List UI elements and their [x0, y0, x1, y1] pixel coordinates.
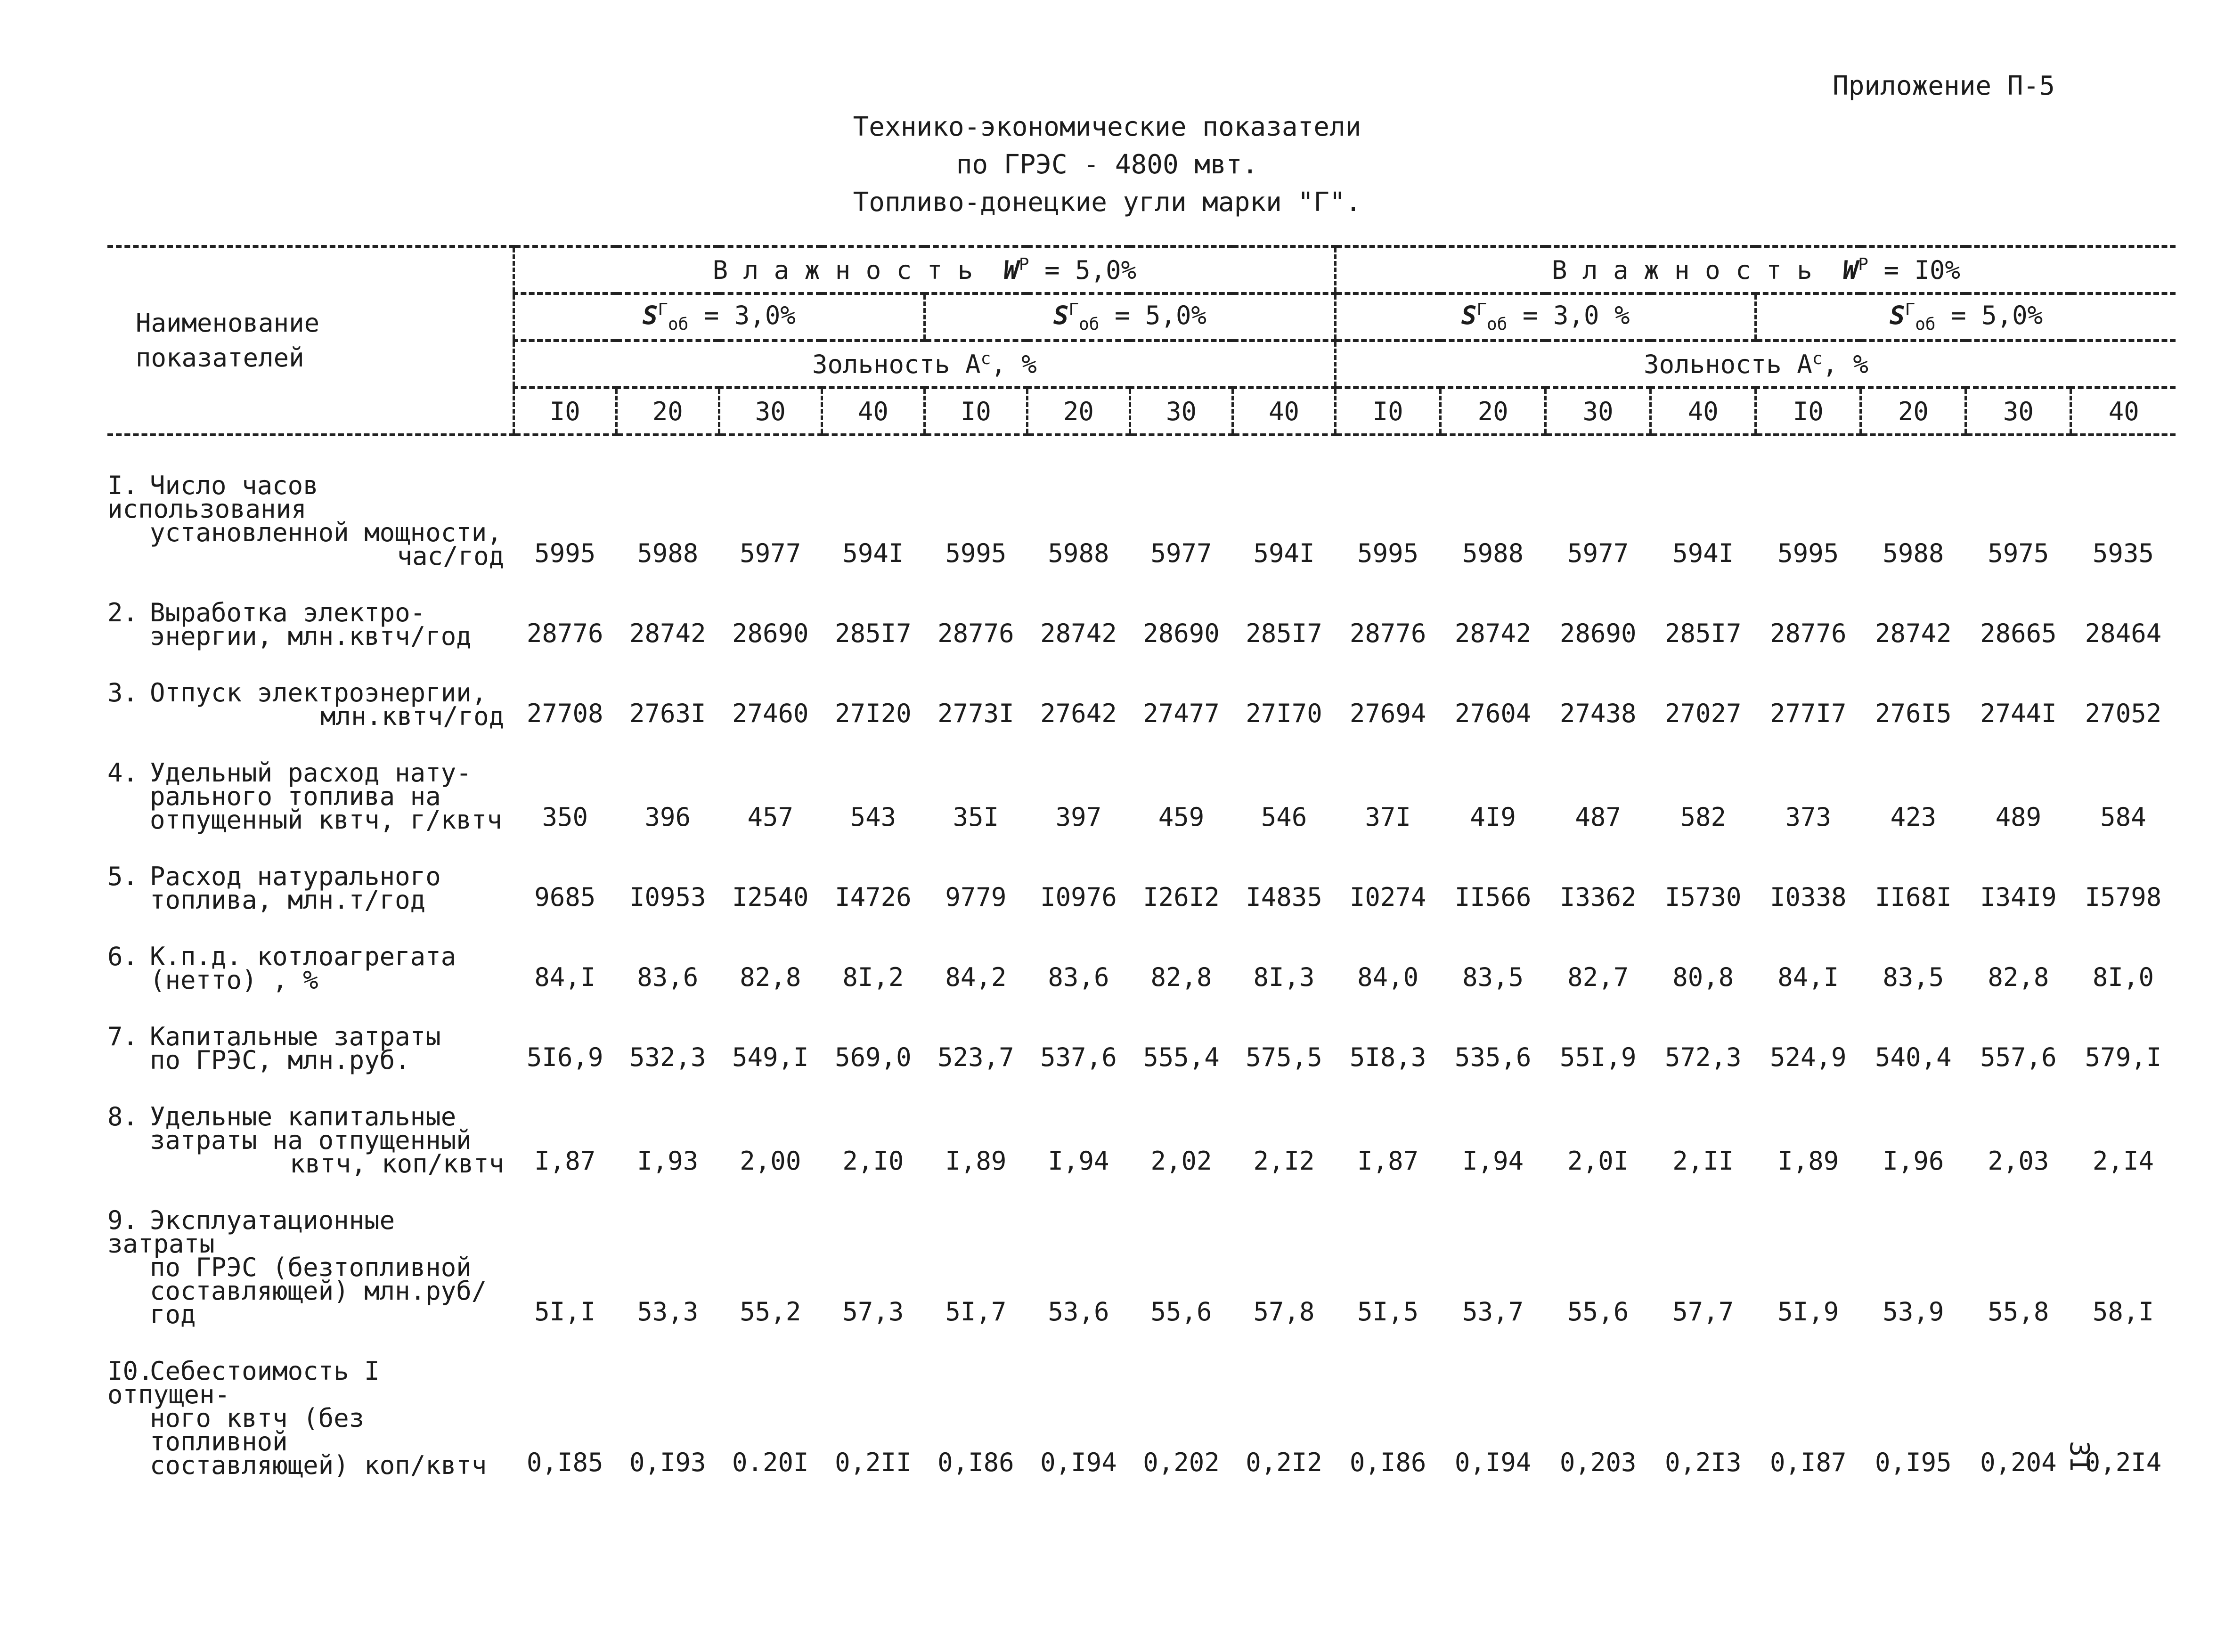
- value-cell: 0,204: [1980, 1448, 2057, 1477]
- value-cell: 535,6: [1454, 1042, 1532, 1072]
- value-cell: 27708: [526, 699, 603, 728]
- moisture-sup: P: [1858, 255, 1868, 274]
- value-cell: 53,9: [1883, 1297, 1944, 1326]
- value-cell: 0,203: [1559, 1448, 1637, 1477]
- ash-value-header: I0: [513, 388, 616, 435]
- value-cell: I,94: [1462, 1146, 1524, 1176]
- value-cell: 37I: [1365, 802, 1411, 832]
- indicator-name-line: ного квтч (без топливной: [150, 1403, 365, 1457]
- value-cell: 555,4: [1143, 1042, 1220, 1072]
- value-cell: 28665: [1980, 618, 2057, 648]
- value-cell: 350: [542, 802, 588, 832]
- value-cell: 5I,7: [945, 1297, 1007, 1326]
- sulfur-symbol: S: [642, 301, 658, 331]
- value-cell: 55,6: [1567, 1297, 1629, 1326]
- indicators-table: [107, 245, 2176, 1480]
- value-cell: 546: [1261, 802, 1307, 832]
- table-row: [107, 1326, 2176, 1477]
- indicator-number: 6.: [107, 942, 139, 971]
- moisture-label: В л а ж н о с т ь: [1552, 255, 1812, 285]
- value-cell: 549,I: [732, 1042, 809, 1072]
- indicator-name-text: Эксплуатационные затраты: [107, 1205, 395, 1259]
- value-cell: 572,3: [1664, 1042, 1742, 1072]
- ash-value-header: 20: [616, 388, 719, 435]
- value-cell: 5I6,9: [526, 1042, 603, 1072]
- indicator-name-text: Капитальные затраты: [150, 1022, 441, 1051]
- value-cell: 0,I86: [1349, 1448, 1426, 1477]
- sulfur-sup: Г: [658, 300, 668, 320]
- indicator-number: 8.: [107, 1102, 139, 1131]
- value-cell: 5977: [1150, 538, 1212, 568]
- value-cell: 5977: [740, 538, 801, 568]
- value-cell: 0,202: [1143, 1448, 1220, 1477]
- value-cell: 2773I: [937, 699, 1014, 728]
- sulfur-sup: Г: [1476, 300, 1487, 320]
- indicator-unit-line: по ГРЭС, млн.руб.: [150, 1045, 410, 1075]
- value-cell: 594I: [842, 538, 904, 568]
- value-cell: 396: [644, 802, 691, 832]
- value-cell: 0,I85: [526, 1448, 603, 1477]
- value-cell: 543: [850, 802, 897, 832]
- value-cell: 9685: [534, 882, 596, 912]
- table-row: [107, 912, 2176, 992]
- value-cell: I,89: [1777, 1146, 1839, 1176]
- ash-value-header: 30: [1966, 388, 2071, 435]
- value-cell: 84,0: [1357, 962, 1419, 992]
- value-cell: 83,5: [1883, 962, 1944, 992]
- moisture-value: = I0%: [1883, 255, 1961, 285]
- value-cell: 0,2I3: [1664, 1448, 1742, 1477]
- value-cell: 594I: [1672, 538, 1734, 568]
- sulfur-sup: Г: [1068, 300, 1079, 320]
- value-cell: 28742: [629, 618, 706, 648]
- indicator-name: [107, 568, 513, 651]
- value-cell: 5I,I: [534, 1297, 596, 1326]
- value-cell: 27694: [1349, 699, 1426, 728]
- value-cell: I,89: [945, 1146, 1007, 1176]
- value-cell: II68I: [1875, 882, 1952, 912]
- value-cell: 28776: [1770, 618, 1847, 648]
- indicator-number: 2.: [107, 598, 139, 627]
- value-cell: 8I,3: [1253, 962, 1315, 992]
- value-cell: 28690: [1143, 618, 1220, 648]
- table-body: [107, 435, 2176, 1480]
- value-cell: 28742: [1040, 618, 1117, 648]
- moisture-sup: P: [1019, 255, 1029, 274]
- sulfur-symbol: S: [1053, 301, 1069, 331]
- value-cell: I0274: [1349, 882, 1426, 912]
- value-cell: I26I2: [1143, 882, 1220, 912]
- moisture-symbol: W: [1842, 255, 1858, 285]
- value-cell: I,93: [637, 1146, 699, 1176]
- value-cell: 0,I94: [1040, 1448, 1117, 1477]
- value-cell: 27642: [1040, 699, 1117, 728]
- value-cell: I0953: [629, 882, 706, 912]
- value-cell: 57,3: [842, 1297, 904, 1326]
- value-cell: 575,5: [1246, 1042, 1322, 1072]
- name-column-header: [107, 246, 513, 435]
- indicator-name: [107, 1326, 513, 1480]
- value-cell: 557,6: [1980, 1042, 2057, 1072]
- value-cell: 28690: [732, 618, 809, 648]
- value-cell: I,96: [1883, 1146, 1944, 1176]
- value-cell: 2,I0: [842, 1146, 904, 1176]
- value-cell: 524,9: [1770, 1042, 1847, 1072]
- ash-value-header: 20: [1441, 388, 1546, 435]
- indicator-unit-line: отпущенный квтч, г/квтч: [150, 805, 502, 835]
- indicator-name: [107, 1176, 513, 1329]
- sulfur-value: = 5,0%: [1114, 301, 1207, 331]
- indicator-number: 4.: [107, 758, 139, 788]
- ash-value-header: 30: [1130, 388, 1232, 435]
- title-line-3: Топливо-донецкие угли марки "Г".: [853, 187, 1361, 218]
- ash-unit: , %: [991, 350, 1037, 379]
- value-cell: 27027: [1664, 699, 1742, 728]
- value-cell: 28464: [2085, 618, 2162, 648]
- indicator-name: [107, 648, 513, 731]
- value-cell: 57,7: [1672, 1297, 1734, 1326]
- value-cell: 489: [1995, 802, 2042, 832]
- value-cell: 584: [2100, 802, 2146, 832]
- moisture-header-1: [513, 246, 1335, 293]
- indicator-name-text: Удельный расход нату-: [150, 758, 472, 788]
- ash-value-header: 20: [1861, 388, 1966, 435]
- value-cell: 285I7: [835, 618, 912, 648]
- value-cell: 27477: [1143, 699, 1220, 728]
- value-cell: 55,6: [1150, 1297, 1212, 1326]
- value-cell: 277I7: [1770, 699, 1847, 728]
- value-cell: 5I,9: [1777, 1297, 1839, 1326]
- value-cell: 5975: [1988, 538, 2049, 568]
- value-cell: 2,00: [740, 1146, 801, 1176]
- value-cell: 82,7: [1567, 962, 1629, 992]
- ash-label: Зольность А: [1644, 350, 1812, 379]
- ash-value-header: I0: [924, 388, 1027, 435]
- value-cell: 0,2II: [835, 1448, 912, 1477]
- table-row: [107, 728, 2176, 832]
- ash-sup: с: [1812, 349, 1823, 368]
- sulfur-value: = 5,0%: [1951, 301, 2043, 331]
- table-row: [107, 1072, 2176, 1176]
- sulfur-sub: об: [1915, 314, 1936, 334]
- value-cell: 53,7: [1462, 1297, 1524, 1326]
- sulfur-header-1: [513, 293, 924, 341]
- indicator-name-text: Удельные капитальные: [150, 1102, 456, 1131]
- value-cell: 423: [1890, 802, 1937, 832]
- ash-sup: с: [980, 349, 991, 368]
- value-cell: 0,2I2: [1246, 1448, 1322, 1477]
- indicator-name-line: рального топлива на: [150, 781, 441, 811]
- value-cell: I2540: [732, 882, 809, 912]
- value-cell: 83,6: [1048, 962, 1109, 992]
- value-cell: 457: [747, 802, 794, 832]
- ash-value-header: 30: [719, 388, 822, 435]
- value-cell: 83,5: [1462, 962, 1524, 992]
- value-cell: I,94: [1048, 1146, 1109, 1176]
- ash-value-header: 40: [1233, 388, 1336, 435]
- indicator-name: [107, 435, 513, 571]
- value-cell: 579,I: [2085, 1042, 2162, 1072]
- value-cell: 28776: [1349, 618, 1426, 648]
- value-cell: 83,6: [637, 962, 699, 992]
- value-cell: 2,I4: [2092, 1146, 2154, 1176]
- value-cell: 594I: [1253, 538, 1315, 568]
- ash-value-header: I0: [1336, 388, 1441, 435]
- value-cell: 4I9: [1470, 802, 1516, 832]
- indicator-number: 9.: [107, 1205, 139, 1235]
- appendix-label: Приложение П-5: [1833, 71, 2055, 101]
- indicator-name-line: установленной мощности,: [150, 518, 502, 547]
- value-cell: 0,I94: [1454, 1448, 1532, 1477]
- ash-value-header: 40: [1651, 388, 1756, 435]
- value-cell: 2,I2: [1253, 1146, 1315, 1176]
- value-cell: 5988: [637, 538, 699, 568]
- indicator-unit-line: (нетто) , %: [150, 965, 318, 995]
- indicator-unit-line: топлива, млн.т/год: [150, 885, 426, 915]
- document-title: [471, 108, 1743, 221]
- table-row: [107, 435, 2176, 568]
- value-cell: 397: [1055, 802, 1102, 832]
- table-row: [107, 648, 2176, 728]
- value-cell: 80,8: [1672, 962, 1734, 992]
- value-cell: 28742: [1875, 618, 1952, 648]
- value-cell: 276I5: [1875, 699, 1952, 728]
- value-cell: 82,8: [1150, 962, 1212, 992]
- value-cell: 569,0: [835, 1042, 912, 1072]
- value-cell: 0,I95: [1875, 1448, 1952, 1477]
- indicator-name: [107, 832, 513, 915]
- title-line-1: Технико-экономические показатели: [853, 112, 1361, 142]
- value-cell: 0,I87: [1770, 1448, 1847, 1477]
- name-header-line-2: показателей: [136, 343, 304, 373]
- indicator-number: 7.: [107, 1022, 139, 1051]
- value-cell: 5977: [1567, 538, 1629, 568]
- moisture-symbol: W: [1003, 255, 1019, 285]
- indicator-number: 5.: [107, 862, 139, 891]
- value-cell: 5935: [2092, 538, 2154, 568]
- sulfur-header-4: [1756, 293, 2176, 341]
- ash-header-2: [1336, 341, 2176, 388]
- value-cell: 27I70: [1246, 699, 1322, 728]
- indicator-unit-line: составляющей) коп/квтч: [150, 1450, 487, 1480]
- value-cell: 2,0I: [1567, 1146, 1629, 1176]
- value-cell: 540,4: [1875, 1042, 1952, 1072]
- sulfur-sub: об: [1487, 314, 1508, 334]
- indicator-name-text: Себестоимость I отпущен-: [107, 1356, 380, 1409]
- ash-value-header: 40: [2071, 388, 2176, 435]
- value-cell: 5I,5: [1357, 1297, 1419, 1326]
- value-cell: 0,2I4: [2085, 1448, 2162, 1477]
- indicator-name: [107, 992, 513, 1075]
- value-cell: 2,II: [1672, 1146, 1734, 1176]
- name-header-line-1: Наименование: [136, 308, 320, 338]
- value-cell: 2,02: [1150, 1146, 1212, 1176]
- value-cell: 537,6: [1040, 1042, 1117, 1072]
- indicator-unit-line: энергии, млн.квтч/год: [150, 621, 472, 651]
- indicator-name: [107, 1072, 513, 1179]
- ash-value-header: I0: [1756, 388, 1861, 435]
- sulfur-sub: об: [668, 314, 689, 334]
- value-cell: 373: [1785, 802, 1832, 832]
- value-cell: 9779: [945, 882, 1007, 912]
- value-cell: I,87: [1357, 1146, 1419, 1176]
- value-cell: 523,7: [937, 1042, 1014, 1072]
- value-cell: 55,8: [1988, 1297, 2049, 1326]
- indicator-name: [107, 912, 513, 995]
- value-cell: I5798: [2085, 882, 2162, 912]
- value-cell: 5988: [1883, 538, 1944, 568]
- indicator-name-line: [107, 471, 513, 524]
- value-cell: 0,I86: [937, 1448, 1014, 1477]
- value-cell: 53,6: [1048, 1297, 1109, 1326]
- value-cell: 28742: [1454, 618, 1532, 648]
- value-cell: 5I8,3: [1349, 1042, 1426, 1072]
- value-cell: 5988: [1048, 538, 1109, 568]
- sulfur-sup: Г: [1905, 300, 1915, 320]
- indicator-name-line: по ГРЭС (безтопливной: [150, 1253, 472, 1282]
- ash-header-1: [513, 341, 1335, 388]
- indicator-name-text: Расход натурального: [150, 862, 441, 891]
- table-row: [107, 1176, 2176, 1326]
- value-cell: 84,I: [1777, 962, 1839, 992]
- indicator-name-line: затраты на отпущенный: [150, 1125, 472, 1155]
- indicator-unit-line: квтч, коп/квтч: [290, 1149, 505, 1179]
- indicator-number: I.: [107, 471, 139, 500]
- value-cell: 27460: [732, 699, 809, 728]
- value-cell: 84,I: [534, 962, 596, 992]
- value-cell: 27052: [2085, 699, 2162, 728]
- indicator-name-text: Отпуск электроэнергии,: [150, 678, 487, 708]
- table-row: [107, 568, 2176, 648]
- indicator-name-line: [107, 1205, 513, 1259]
- value-cell: 82,8: [1988, 962, 2049, 992]
- value-cell: I0338: [1770, 882, 1847, 912]
- value-cell: 53,3: [637, 1297, 699, 1326]
- value-cell: I4835: [1246, 882, 1322, 912]
- value-cell: 58,I: [2092, 1297, 2154, 1326]
- indicator-unit-line: час/год: [397, 541, 505, 571]
- indicator-unit-line: млн.квтч/год: [320, 701, 505, 731]
- value-cell: II566: [1454, 882, 1532, 912]
- table-row: [107, 992, 2176, 1072]
- value-cell: 55I,9: [1559, 1042, 1637, 1072]
- indicator-unit-line: составляющей) млн.руб/год: [150, 1276, 487, 1329]
- moisture-header-2: [1336, 246, 2176, 293]
- moisture-value: = 5,0%: [1044, 255, 1137, 285]
- value-cell: 5995: [945, 538, 1007, 568]
- moisture-label: В л а ж н о с т ь: [712, 255, 973, 285]
- page-number: 3I: [2064, 1440, 2095, 1473]
- value-cell: 57,8: [1253, 1297, 1315, 1326]
- value-cell: I4726: [835, 882, 912, 912]
- sulfur-header-2: [924, 293, 1335, 341]
- table-row: [107, 832, 2176, 912]
- value-cell: 2763I: [629, 699, 706, 728]
- indicator-number: 3.: [107, 678, 139, 708]
- sulfur-symbol: S: [1461, 301, 1477, 331]
- indicator-name-text: К.п.д. котлоагрегата: [150, 942, 456, 971]
- indicator-name-text: Выработка электро-: [150, 598, 426, 627]
- ash-value-header: 30: [1546, 388, 1651, 435]
- sulfur-header-3: [1336, 293, 1756, 341]
- value-cell: I,87: [534, 1146, 596, 1176]
- value-cell: 27438: [1559, 699, 1637, 728]
- value-cell: 55,2: [740, 1297, 801, 1326]
- ash-label: Зольность А: [812, 350, 981, 379]
- value-cell: 285I7: [1664, 618, 1742, 648]
- value-cell: 28776: [937, 618, 1014, 648]
- title-line-2: по ГРЭС - 4800 мвт.: [956, 149, 1258, 180]
- sulfur-value: = 3,0 %: [1522, 301, 1630, 331]
- value-cell: I0976: [1040, 882, 1117, 912]
- value-cell: 8I,2: [842, 962, 904, 992]
- value-cell: 35I: [953, 802, 999, 832]
- sulfur-symbol: S: [1890, 301, 1905, 331]
- sulfur-value: = 3,0%: [703, 301, 796, 331]
- value-cell: I5730: [1664, 882, 1742, 912]
- value-cell: 27604: [1454, 699, 1532, 728]
- value-cell: 2744I: [1980, 699, 2057, 728]
- value-cell: 285I7: [1246, 618, 1322, 648]
- indicator-name: [107, 728, 513, 835]
- value-cell: 5988: [1462, 538, 1524, 568]
- value-cell: 8I,0: [2092, 962, 2154, 992]
- value-cell: 5995: [1777, 538, 1839, 568]
- value-cell: 82,8: [740, 962, 801, 992]
- indicator-name-text: Число часов использования: [107, 471, 318, 524]
- value-cell: 487: [1575, 802, 1621, 832]
- value-cell: 5995: [534, 538, 596, 568]
- value-cell: 2,03: [1988, 1146, 2049, 1176]
- value-cell: 84,2: [945, 962, 1007, 992]
- value-cell: 459: [1158, 802, 1205, 832]
- value-cell: 0.20I: [732, 1448, 809, 1477]
- indicator-number: I0.: [107, 1356, 154, 1386]
- ash-value-header: 20: [1027, 388, 1130, 435]
- value-cell: 5995: [1357, 538, 1419, 568]
- ash-value-header: 40: [822, 388, 924, 435]
- value-cell: 28776: [526, 618, 603, 648]
- indicator-name-line: [107, 1356, 513, 1409]
- value-cell: 27I20: [835, 699, 912, 728]
- value-cell: I3362: [1559, 882, 1637, 912]
- ash-unit: , %: [1822, 350, 1868, 379]
- sulfur-sub: об: [1079, 314, 1100, 334]
- value-cell: 28690: [1559, 618, 1637, 648]
- value-cell: I34I9: [1980, 882, 2057, 912]
- value-cell: 532,3: [629, 1042, 706, 1072]
- value-cell: 0,I93: [629, 1448, 706, 1477]
- value-cell: 582: [1680, 802, 1727, 832]
